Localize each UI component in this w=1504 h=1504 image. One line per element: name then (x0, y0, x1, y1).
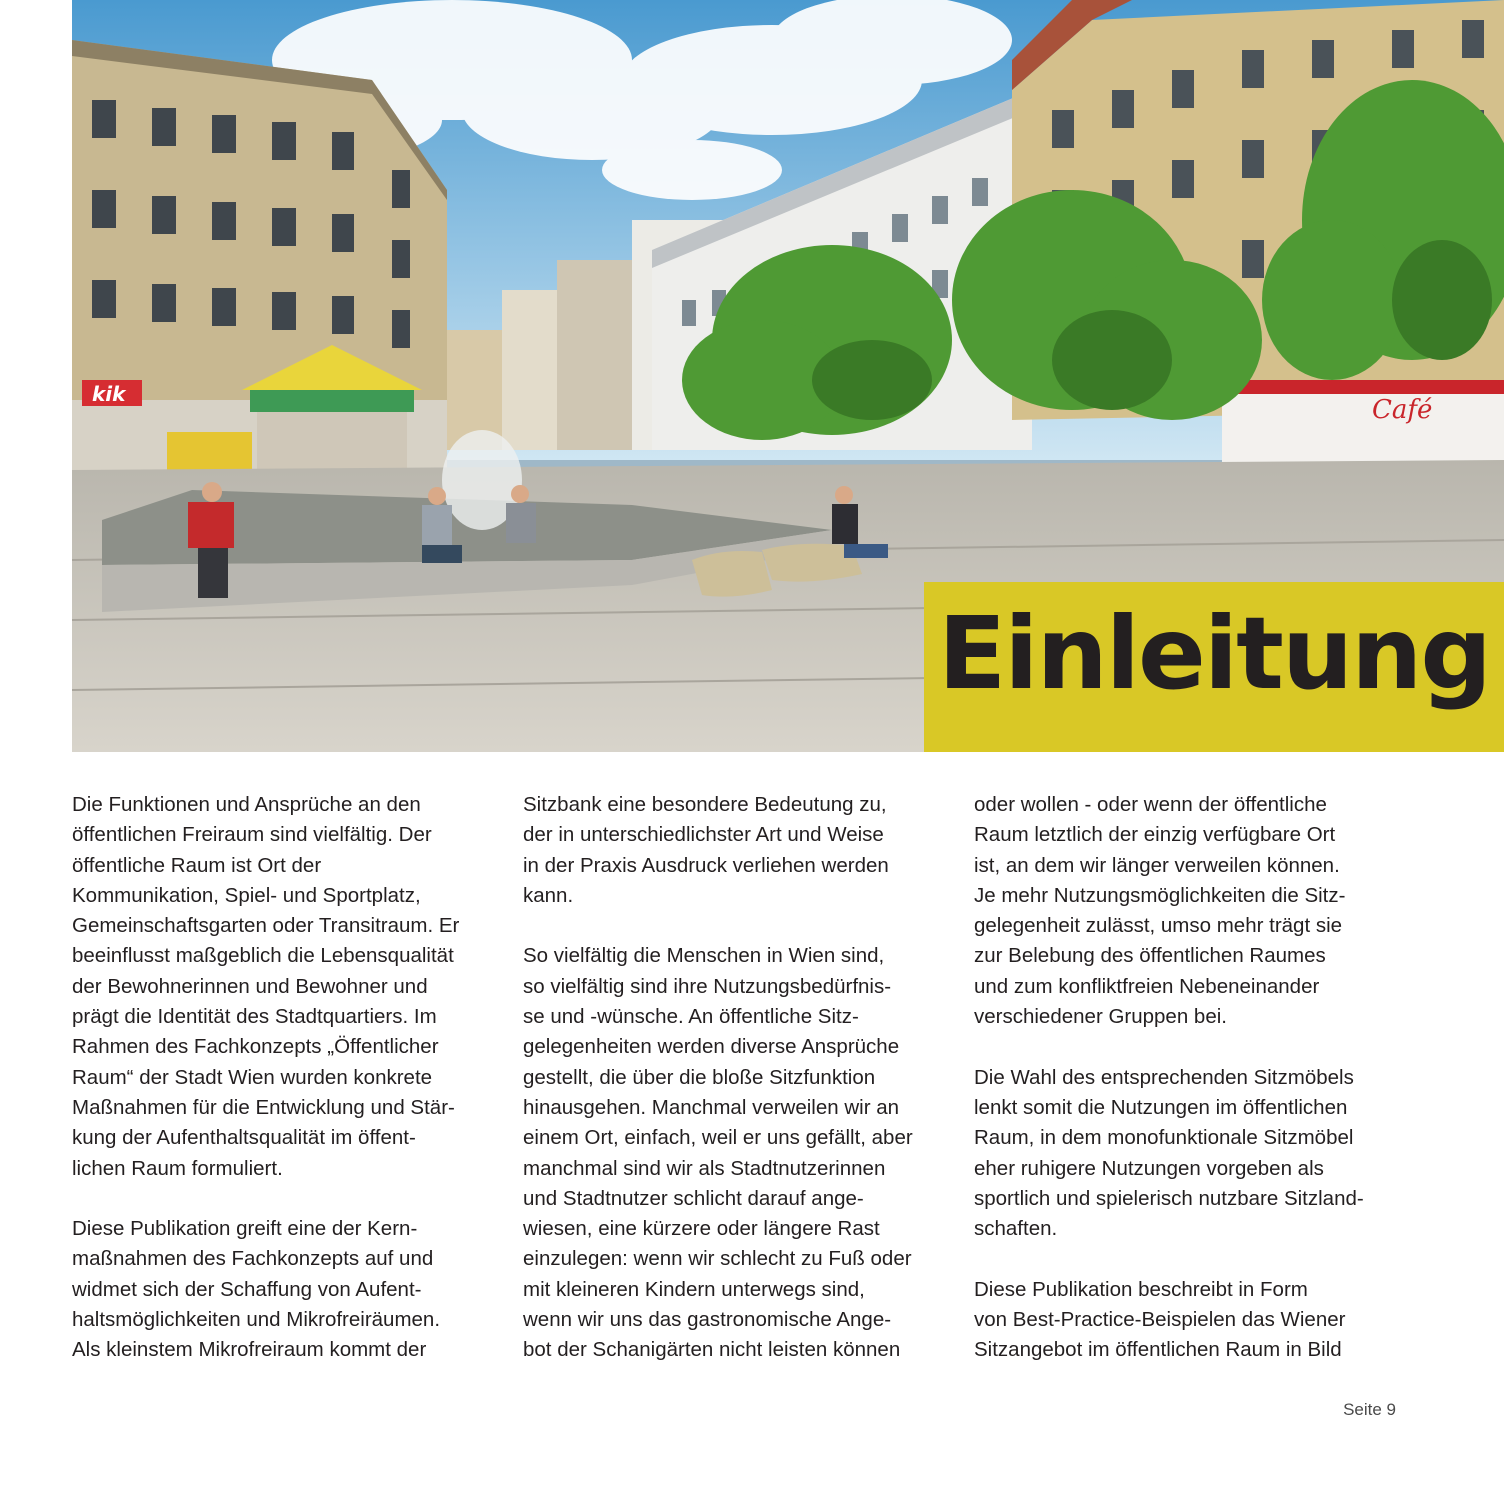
title-box (924, 582, 1504, 752)
text-column-3 (974, 790, 1404, 1366)
paragraph: Die Wahl des entsprechenden Sitzmöbels lenkt somit die Nutzungen im öffentlichen Raum, in dem monofunktionale Sitzmöbel eher ruhigere Nutzungen vorgeben als sportlich und spielerisch nutzbare Sitzland- schaften. (974, 1065, 1364, 1241)
paragraph: Diese Publikation beschreibt in Form von Best-Practice-Beispielen das Wiener Sitzangebot im öffentlichen Raum in Bild (974, 1277, 1346, 1362)
paragraph: So vielfältig die Menschen in Wien sind, so vielfältig sind ihre Nutzungsbedürfnis- se und -wünsche. An öffentliche Sitz- gelegenheiten werden diverse Ansprüche gestellt, die über die bloße Sitzfunktion hinausgehen. Manchmal verweilen wir an einem Ort, einfach, weil er uns gefällt, aber manchmal sind wir als Stadtnutzerinnen und Stadtnutzer schlicht darauf ange- wiesen, eine kürzere oder längere Rast einzulegen: wenn wir schlecht zu Fuß oder mit kleineren Kindern unterwegs sind, wenn wir uns das gastronomische Ange- bot der Schanigärten nicht leisten können (523, 944, 913, 1362)
paragraph: oder wollen - oder wenn der öffentliche Raum letztlich der einzig verfügbare Ort ist, an dem wir länger verweilen können. Je mehr Nutzungsmöglichkeiten die Sitz- gelegenheit zulässt, umso mehr trägt sie zur Belebung des öffentlichen Raumes und zum konfliktfreien Nebeneinander verschiedener Gruppen bei. (974, 793, 1346, 1029)
paragraph: Die Funktionen und Ansprüche an den öffentlichen Freiraum sind vielfältig. Der öffentliche Raum ist Ort der Kommunikation, Spiel- und Sportplatz, Gemeinschaftsgarten oder Transitraum. Er beeinflusst maßgeblich die Lebensqualität der Bewohnerinnen und Bewohner und prägt die Identität des Stadtquartiers. Im Rahmen des Fachkonzepts „Öffentlicher Raum“ der Stadt Wien wurden konkrete Maßnahmen für die Entwicklung und Stär- kung der Aufenthaltsqualität im öffent- lichen Raum formuliert. (72, 793, 460, 1180)
shop-sign: kik (92, 382, 126, 406)
paragraph: Diese Publikation greift eine der Kern- maßnahmen des Fachkonzepts auf und widmet sich der Schaffung von Aufent- haltsmöglichkeiten und Mikrofreiräumen. Als kleinstem Mikrofreiraum kommt der (72, 1217, 441, 1362)
paragraph: Sitzbank eine besondere Bedeutung zu, der in unterschiedlichster Art und Weise in der Praxis Ausdruck verliehen werden kann. (523, 793, 889, 907)
page-title: Einleitung (938, 595, 1490, 712)
cafe-sign: Café (1372, 395, 1433, 425)
text-column-1 (72, 790, 502, 1366)
text-column-2 (523, 790, 953, 1366)
page-number: Seite 9 (1343, 1400, 1396, 1419)
